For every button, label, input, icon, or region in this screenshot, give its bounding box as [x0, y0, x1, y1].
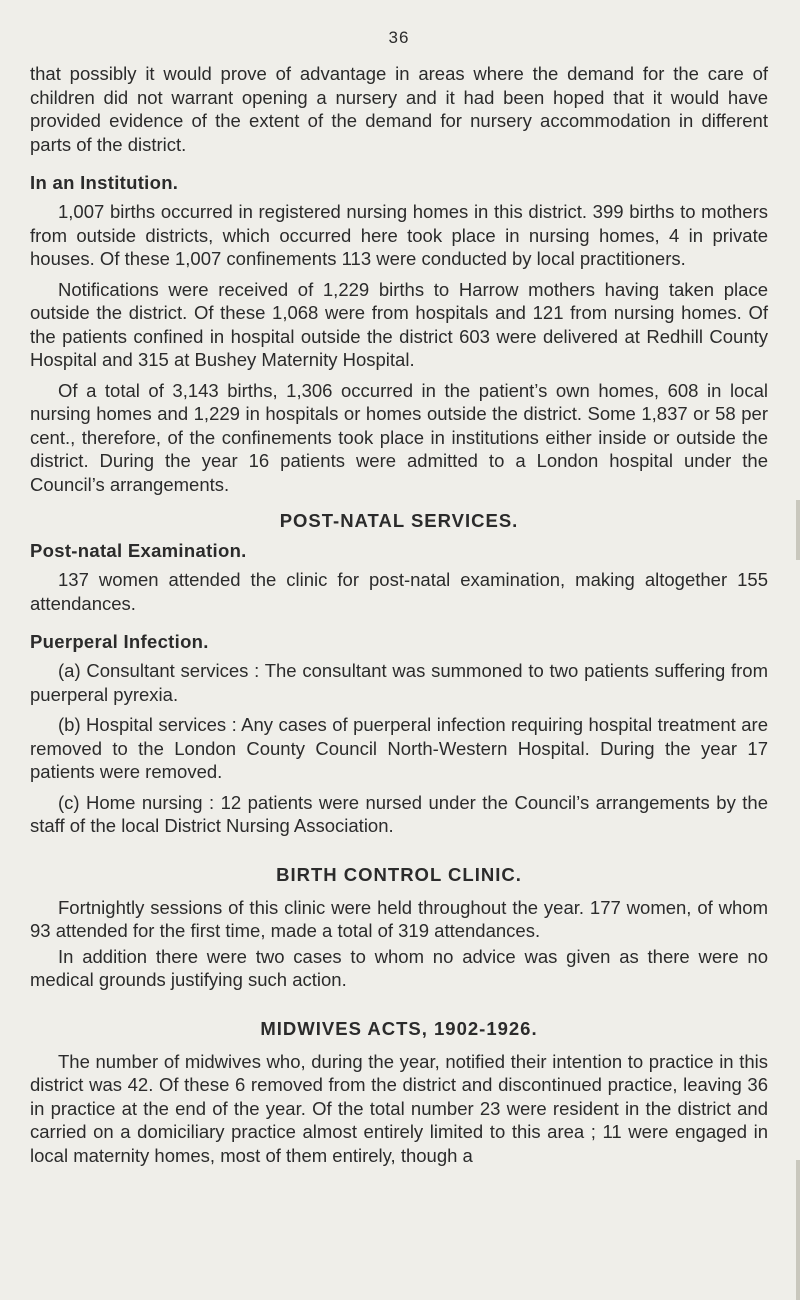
puerperal-paragraph-b: (b) Hospital services : Any cases of puerperal infection requiring hospital treatment are removed to the London County Council North-Western Hospital. During the year 17 patients were removed.: [30, 714, 768, 782]
puerperal-paragraph-c: (c) Home nursing : 12 patients were nursed under the Council’s arrangements by the staff of the local District Nursing Association.: [30, 791, 768, 836]
post-natal-services-heading: POST-NATAL SERVICES.: [279, 510, 519, 531]
institution-paragraph-3: Of a total of 3,143 births, 1,306 occurred in the patient’s own homes, 608 in local nursing homes and 1,229 in hospitals or homes outside the district. Some 1,837 or 58 per cent., therefore, of the confinements took place in institutions either inside or outside the district. During the year 16 patients were admitted to a London hospital under the Council’s arrangements.: [30, 379, 768, 495]
birth-control-paragraph-2: In addition there were two cases to whom no advice was given as there were no medical grounds justifying such action.: [30, 945, 768, 990]
page-edge-mark: [796, 1160, 800, 1300]
institution-paragraph-2: Notifications were received of 1,229 births to Harrow mothers having taken place outside the district. Of these 1,068 were from hospitals and 121 from nursing homes. Of the patients confined in hospital outside the district 603 were delivered at Redhill County Hospital and 315 at Bushey Maternity Hospital.: [30, 278, 768, 370]
page-edge-mark: [796, 500, 800, 560]
midwives-acts-heading: MIDWIVES ACTS, 1902-1926.: [260, 1017, 538, 1039]
document-page: [30, 28, 768, 1167]
intro-paragraph: that possibly it would prove of advantage in areas where the demand for the care of children did not warrant opening a nursery and it had been hoped that it would have provided evidence of the extent of the demand for nursery accommodation in different parts of the district.: [30, 63, 768, 155]
institution-paragraph-1: 1,007 births occurred in registered nursing homes in this district. 399 births to mothers from outside districts, which occurred here took place in nursing homes, 4 in private houses. Of these 1,007 confinements 113 were conducted by local practitioners.: [30, 201, 768, 269]
birth-control-clinic-heading: BIRTH CONTROL CLINIC.: [276, 863, 522, 885]
puerperal-paragraph-a: (a) Consultant services : The consultant was summoned to two patients suffering from puerperal pyrexia.: [30, 660, 768, 705]
midwives-paragraph: The number of midwives who, during the year, notified their intention to practice in this district was 42. Of these 6 removed from the district and discontinued practice, leaving 36 in practice at the end of the year. Of the total number 23 were resident in the district and carried on a domiciliary practice almost entirely limited to this area ; 11 were engaged in local maternity homes, most of them entirely, though a: [30, 1050, 768, 1166]
institution-heading: In an Institution.: [30, 172, 179, 193]
puerperal-infection-heading: Puerperal Infection.: [30, 631, 209, 652]
page-number: 36: [388, 28, 410, 47]
post-natal-examination-paragraph: 137 women attended the clinic for post-natal examination, making altogether 155 attendances.: [30, 569, 768, 614]
post-natal-examination-heading: Post-natal Examination.: [30, 540, 247, 561]
birth-control-paragraph-1: Fortnightly sessions of this clinic were held throughout the year. 177 women, of whom 93 attended for the first time, made a total of 319 attendances.: [30, 896, 768, 941]
